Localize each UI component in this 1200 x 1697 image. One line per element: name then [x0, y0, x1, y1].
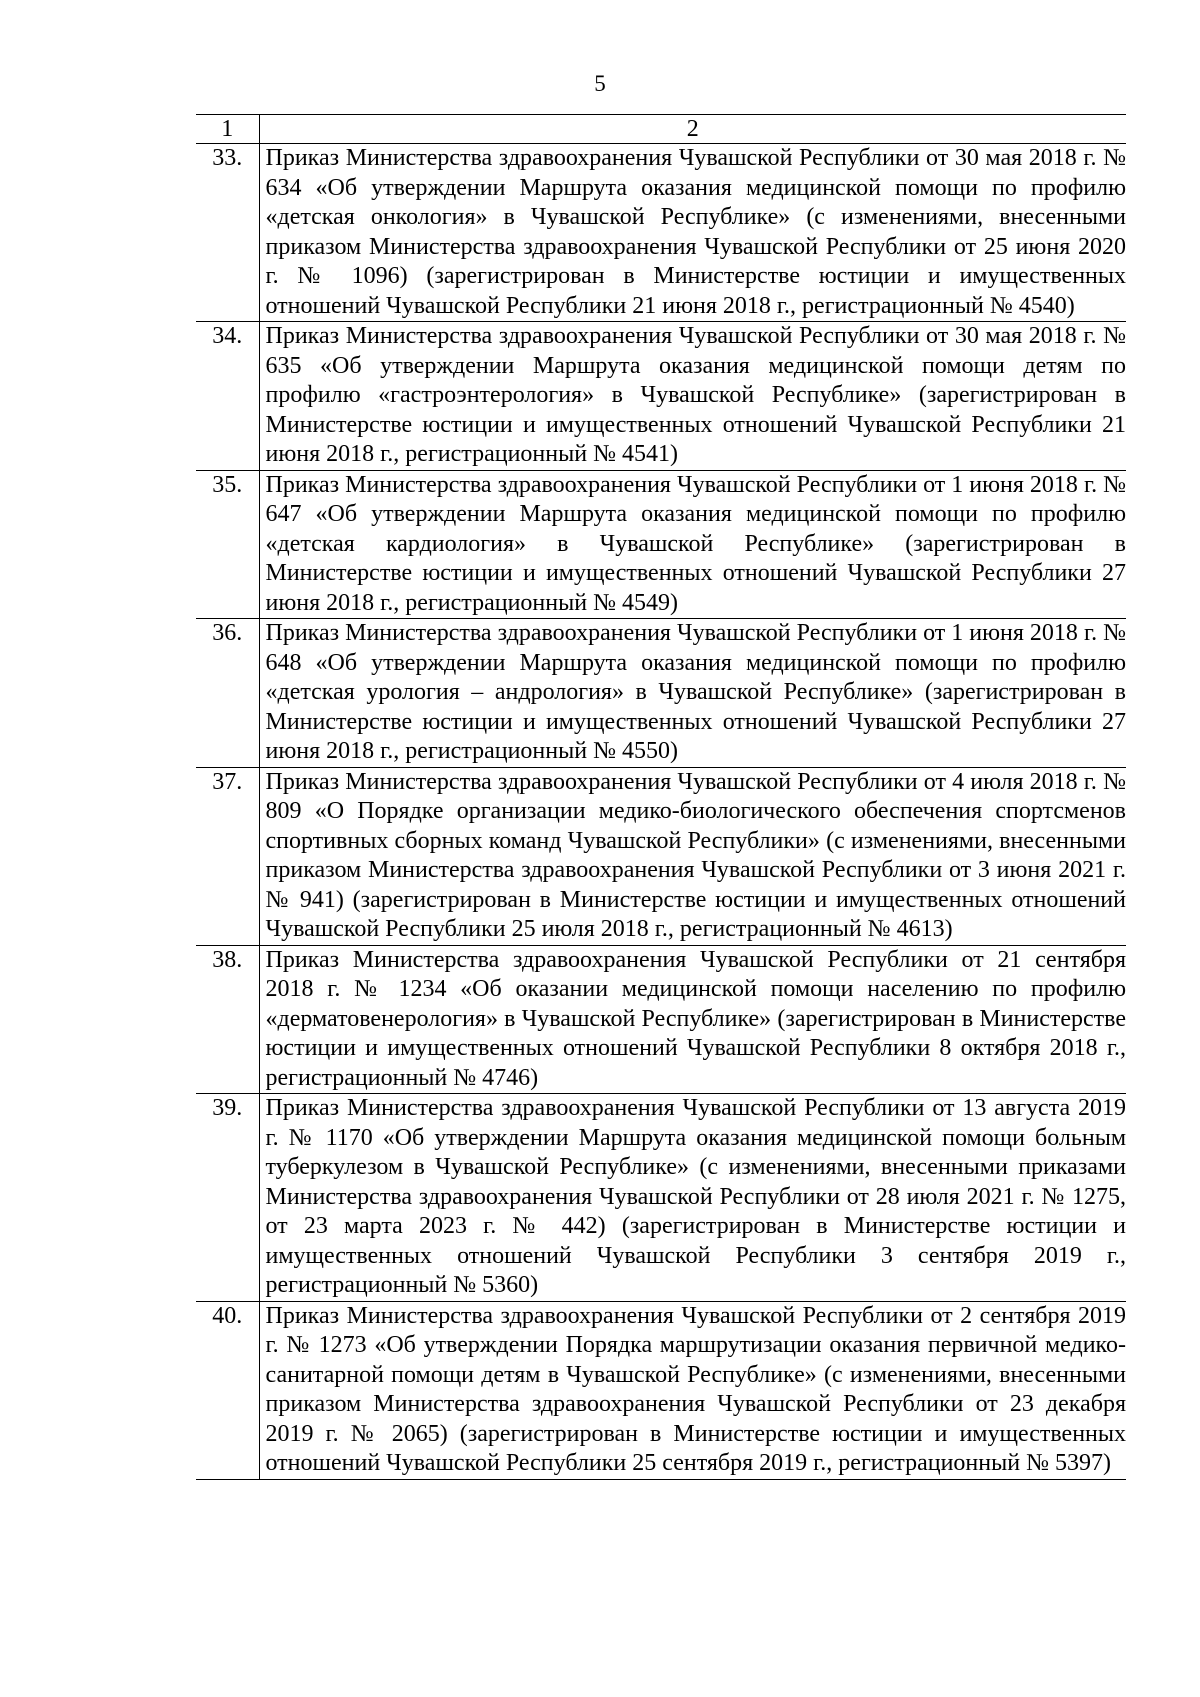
row-text: Приказ Министерства здравоохранения Чувашской Республики от 1 июня 2018 г. № 647 «Об утверждении Маршрута оказания медицинской помощи по профилю «детская кардиология» в Чувашской Республике» (зарегистрирован в Министерстве юстиции и имущественных отношений Чувашской Республики 27 июня 2018 г., регистрационный № 4549) [259, 470, 1126, 619]
row-text: Приказ Министерства здравоохранения Чувашской Республики от 4 июля 2018 г. № 809 «О Порядке организации медико-биологического обеспечения спортсменов спортивных сборных команд Чувашской Республики» (с изменениями, внесенными приказом Министерства здравоохранения Чувашской Республики от 3 июня 2021 г. № 941) (зарегистрирован в Министерстве юстиции и имущественных отношений Чувашской Республики 25 июля 2018 г., регистрационный № 4613) [259, 767, 1126, 945]
row-number: 33. [196, 144, 259, 322]
row-number: 40. [196, 1301, 259, 1479]
table-row [196, 470, 1126, 619]
table-row [196, 767, 1126, 945]
row-text: Приказ Министерства здравоохранения Чувашской Республики от 30 мая 2018 г. № 634 «Об утверждении Маршрута оказания медицинской помощи по профилю «детская онкология» в Чувашской Республике» (с изменениями, внесенными приказом Министерства здравоохранения Чувашской Республики от 25 июня 2020 г. № 1096) (зарегистрирован в Министерстве юстиции и имущественных отношений Чувашской Республики 21 июня 2018 г., регистрационный № 4540) [259, 144, 1126, 322]
table-row [196, 1301, 1126, 1479]
row-text: Приказ Министерства здравоохранения Чувашской Республики от 13 августа 2019 г. № 1170 «Об утверждении Маршрута оказания медицинской помощи больным туберкулезом в Чувашской Республике» (с изменениями, внесенными приказами Министерства здравоохранения Чувашской Республики от 28 июля 2021 г. № 1275, от 23 марта 2023 г. № 442) (зарегистрирован в Министерстве юстиции и имущественных отношений Чувашской Республики 3 сентября 2019 г., регистрационный № 5360) [259, 1094, 1126, 1302]
legal-acts-table [196, 114, 1126, 1480]
row-number: 39. [196, 1094, 259, 1302]
row-text: Приказ Министерства здравоохранения Чувашской Республики от 2 сентября 2019 г. № 1273 «Об утверждении Порядка маршрутизации оказания первичной медико-санитарной помощи детям в Чувашской Республике» (с изменениями, внесенными приказом Министерства здравоохранения Чувашской Республики от 23 декабря 2019 г. № 2065) (зарегистрирован в Министерстве юстиции и имущественных отношений Чувашской Республики 25 сентября 2019 г., регистрационный № 5397) [259, 1301, 1126, 1479]
row-text: Приказ Министерства здравоохранения Чувашской Республики от 1 июня 2018 г. № 648 «Об утверждении Маршрута оказания медицинской помощи по профилю «детская урология – андрология» в Чувашской Республике» (зарегистрирован в Министерстве юстиции и имущественных отношений Чувашской Республики 27 июня 2018 г., регистрационный № 4550) [259, 619, 1126, 768]
row-text: Приказ Министерства здравоохранения Чувашской Республики от 21 сентября 2018 г. № 1234 «Об оказании медицинской помощи населению по профилю «дерматовенерология» в Чувашской Республике» (зарегистрирован в Министерстве юстиции и имущественных отношений Чувашской Республики 8 октября 2018 г., регистрационный № 4746) [259, 945, 1126, 1094]
table-row [196, 619, 1126, 768]
row-text: Приказ Министерства здравоохранения Чувашской Республики от 30 мая 2018 г. № 635 «Об утверждении Маршрута оказания медицинской помощи детям по профилю «гастроэнтерология» в Чувашской Республике» (зарегистрирован в Министерстве юстиции и имущественных отношений Чувашской Республики 21 июня 2018 г., регистрационный № 4541) [259, 322, 1126, 471]
row-number: 34. [196, 322, 259, 471]
table-row [196, 945, 1126, 1094]
table-row [196, 144, 1126, 322]
table-row [196, 1094, 1126, 1302]
table-row [196, 322, 1126, 471]
column-header-number: 1 [196, 115, 259, 144]
column-header-text: 2 [259, 115, 1126, 144]
row-number: 37. [196, 767, 259, 945]
page-number: 5 [594, 71, 606, 96]
row-number: 36. [196, 619, 259, 768]
row-number: 35. [196, 470, 259, 619]
row-number: 38. [196, 945, 259, 1094]
table-header-row [196, 115, 1126, 144]
